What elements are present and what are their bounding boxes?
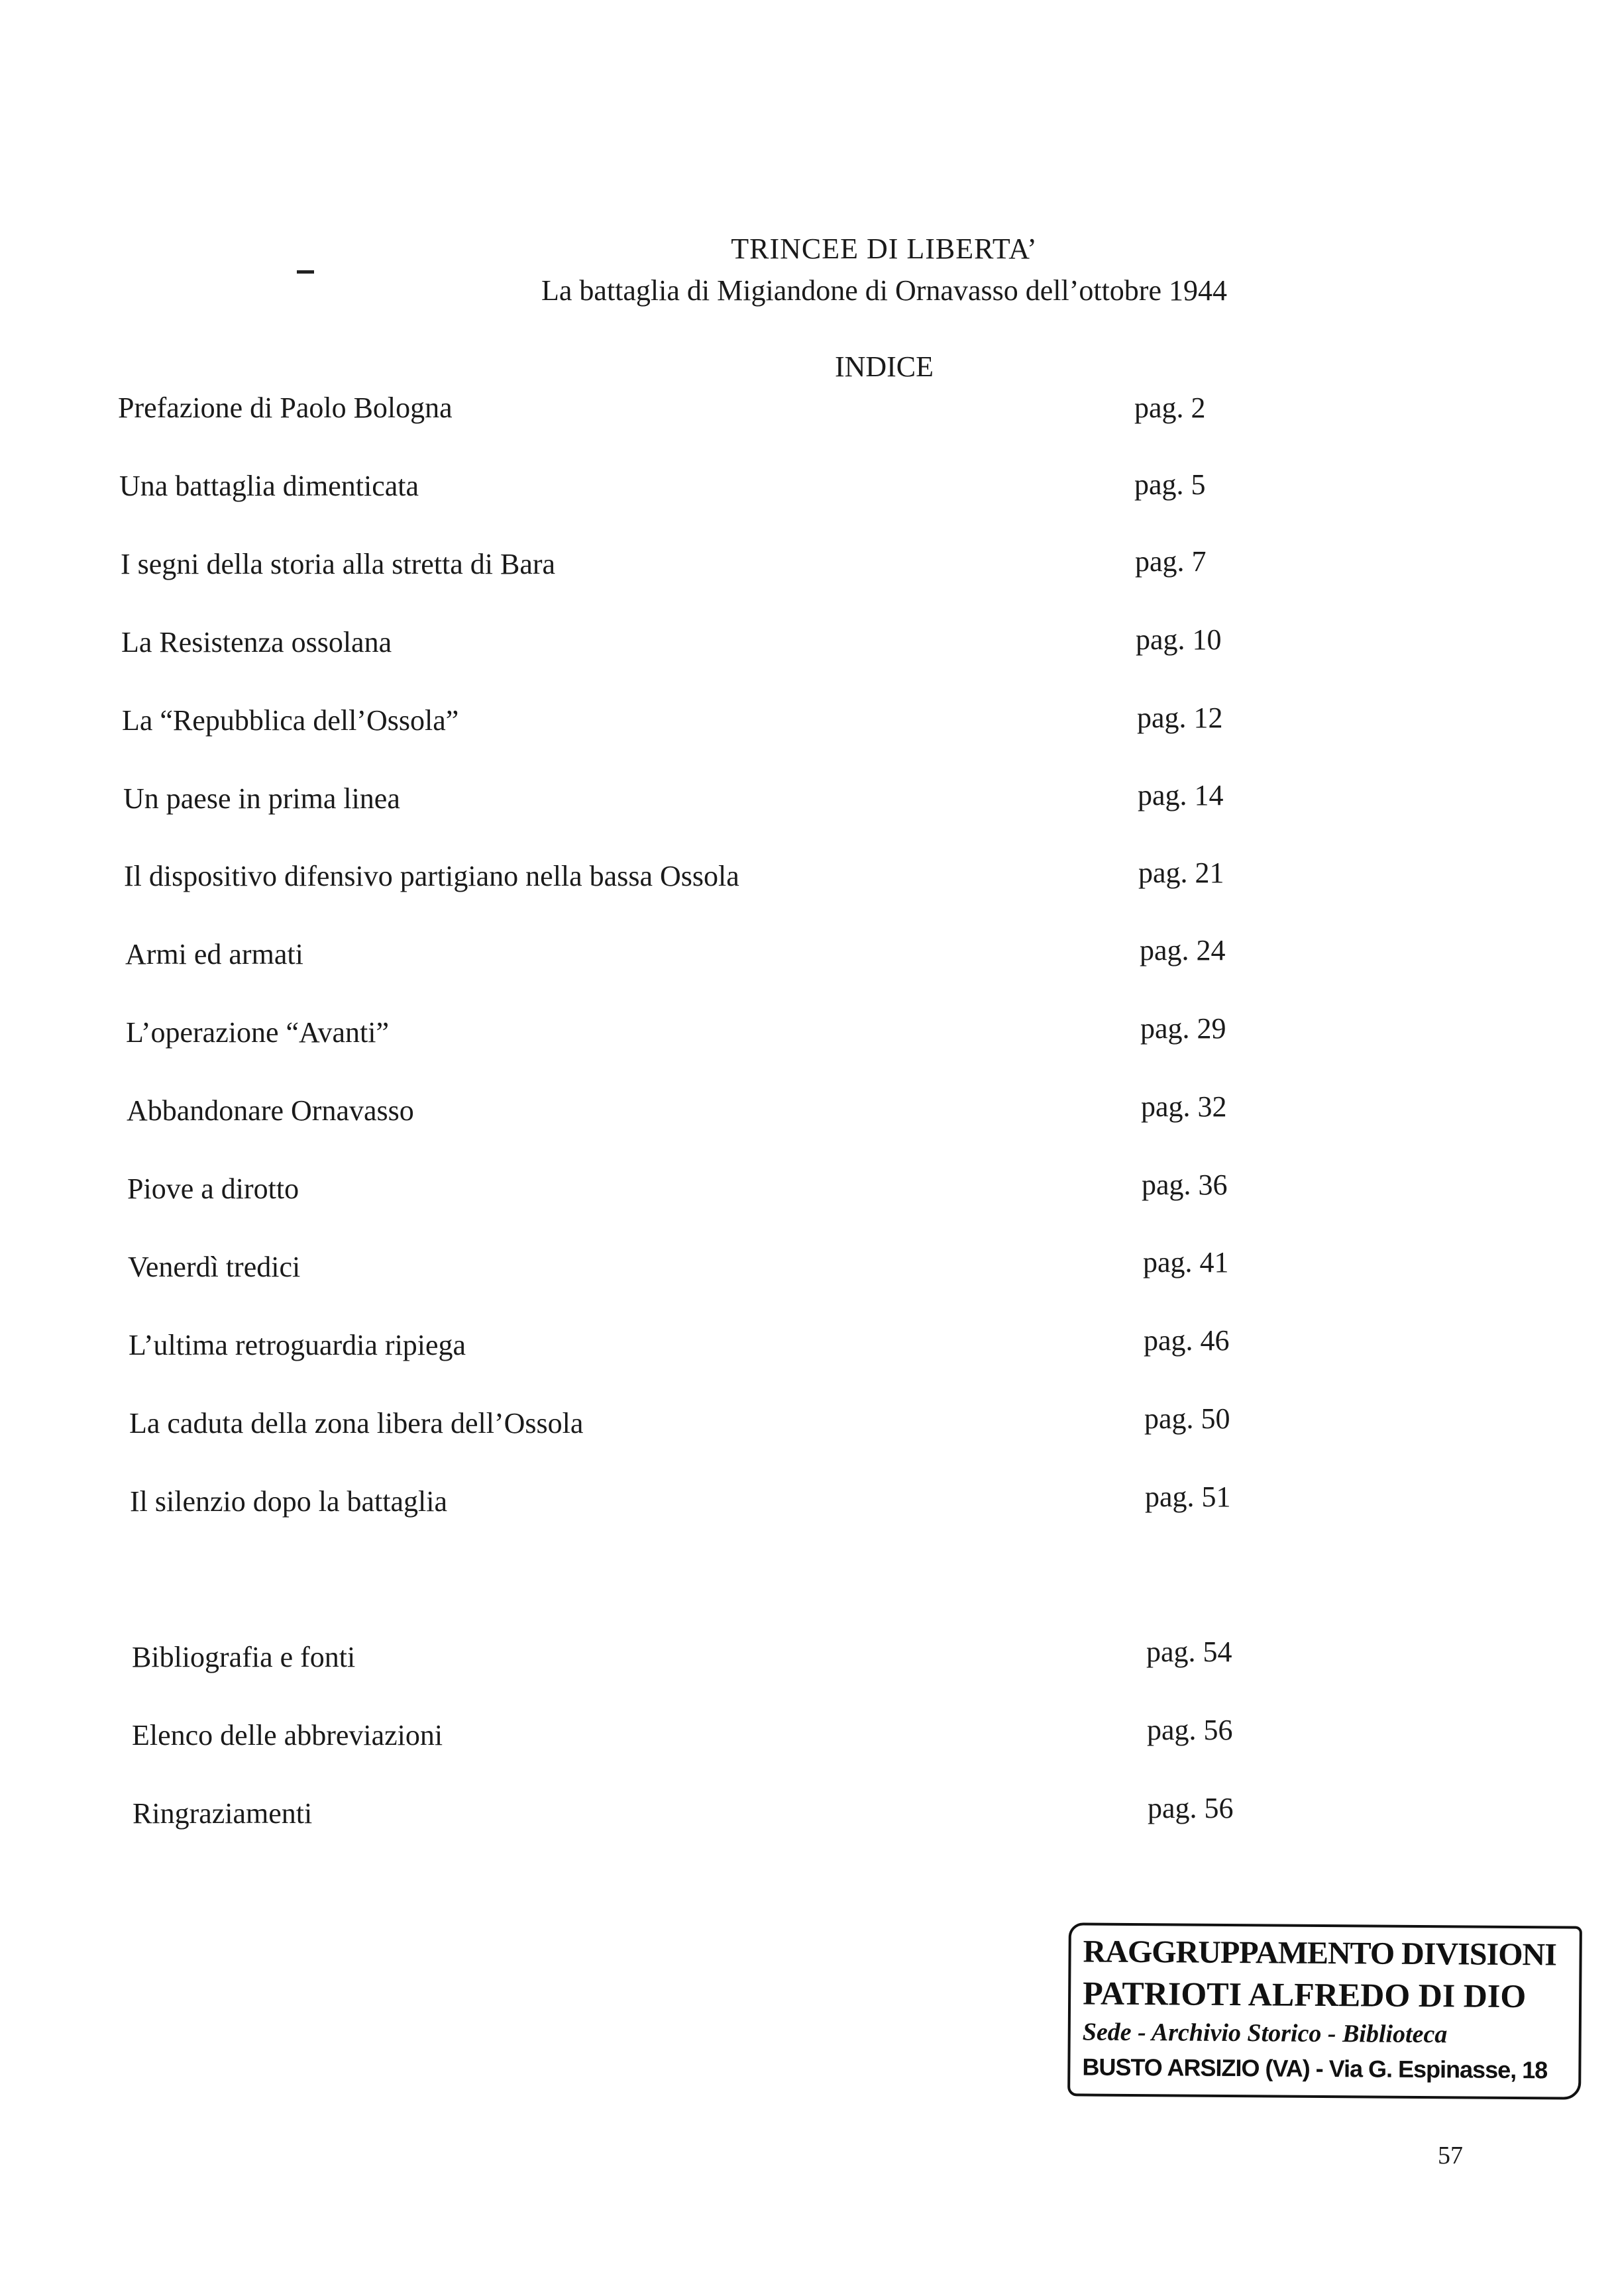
toc-entry-title: Piove a dirotto: [127, 1173, 299, 1205]
toc-page-ref: pag. 29: [1140, 1012, 1226, 1045]
toc-entry-title: L’ultima retroguardia ripiega: [129, 1329, 466, 1361]
toc-entry-title: La “Repubblica dell’Ossola”: [122, 704, 459, 737]
toc-page-ref: pag. 5: [1134, 468, 1206, 501]
book-subtitle: La battaglia di Migiandone di Ornavasso dell’ottobre 1944: [541, 274, 1227, 307]
toc-page-ref: pag. 50: [1144, 1402, 1230, 1435]
appendix-entry-title: Elenco delle abbreviazioni: [132, 1719, 443, 1751]
toc-page-ref: pag. 21: [1138, 857, 1224, 889]
page-number: 57: [1438, 2142, 1463, 2169]
toc-page-ref: pag. 46: [1144, 1324, 1230, 1357]
toc-entry-title: Venerdì tredici: [128, 1251, 301, 1283]
toc-entry-title: Una battaglia dimenticata: [119, 470, 419, 502]
toc-entry-title: Abbandonare Ornavasso: [127, 1094, 414, 1127]
archive-stamp: [1067, 1922, 1582, 2099]
toc-page-ref: pag. 36: [1142, 1169, 1228, 1201]
toc-entry-title: L’operazione “Avanti”: [126, 1016, 390, 1049]
appendix-page-ref: pag. 56: [1147, 1714, 1233, 1746]
toc-entry-title: I segni della storia alla stretta di Bara: [121, 548, 556, 580]
toc-entry-title: Armi ed armati: [125, 938, 303, 970]
appendix-entry-title: Bibliografia e fonti: [132, 1641, 356, 1673]
toc-page-ref: pag. 24: [1140, 934, 1226, 966]
book-title: TRINCEE DI LIBERTA’: [731, 233, 1038, 265]
toc-page-ref: pag. 51: [1145, 1481, 1231, 1513]
appendix-page-ref: pag. 54: [1146, 1636, 1232, 1668]
toc-entry-title: Prefazione di Paolo Bologna: [118, 391, 453, 424]
toc-page-ref: pag. 14: [1138, 779, 1224, 811]
toc-page-ref: pag. 10: [1136, 623, 1222, 656]
stamp-line-name: PATRIOTI ALFREDO DI DIO: [1082, 1974, 1527, 2015]
toc-page-ref: pag. 41: [1143, 1246, 1229, 1278]
toc-entry-title: La Resistenza ossolana: [121, 626, 392, 658]
toc-page-ref: pag. 12: [1137, 702, 1223, 734]
index-heading: INDICE: [834, 350, 934, 383]
toc-entry-title: La caduta della zona libera dell’Ossola: [129, 1407, 584, 1439]
appendix-page-ref: pag. 56: [1148, 1792, 1234, 1824]
stamp-line-archive: Sede - Archivio Storico - Biblioteca: [1082, 2018, 1448, 2049]
toc-page-ref: pag. 32: [1141, 1090, 1227, 1123]
toc-page-ref: pag. 2: [1134, 391, 1206, 424]
toc-page-ref: pag. 7: [1135, 545, 1207, 578]
stamp-line-organization: RAGGRUPPAMENTO DIVISIONI: [1083, 1934, 1557, 1973]
appendix-entry-title: Ringraziamenti: [133, 1797, 313, 1830]
toc-entry-title: Il silenzio dopo la battaglia: [130, 1485, 447, 1518]
toc-entry-title: Un paese in prima linea: [123, 782, 400, 815]
toc-entry-title: Il dispositivo difensivo partigiano nella bassa Ossola: [124, 860, 739, 892]
stamp-line-address: BUSTO ARSIZIO (VA) - Via G. Espinasse, 18: [1082, 2053, 1548, 2084]
